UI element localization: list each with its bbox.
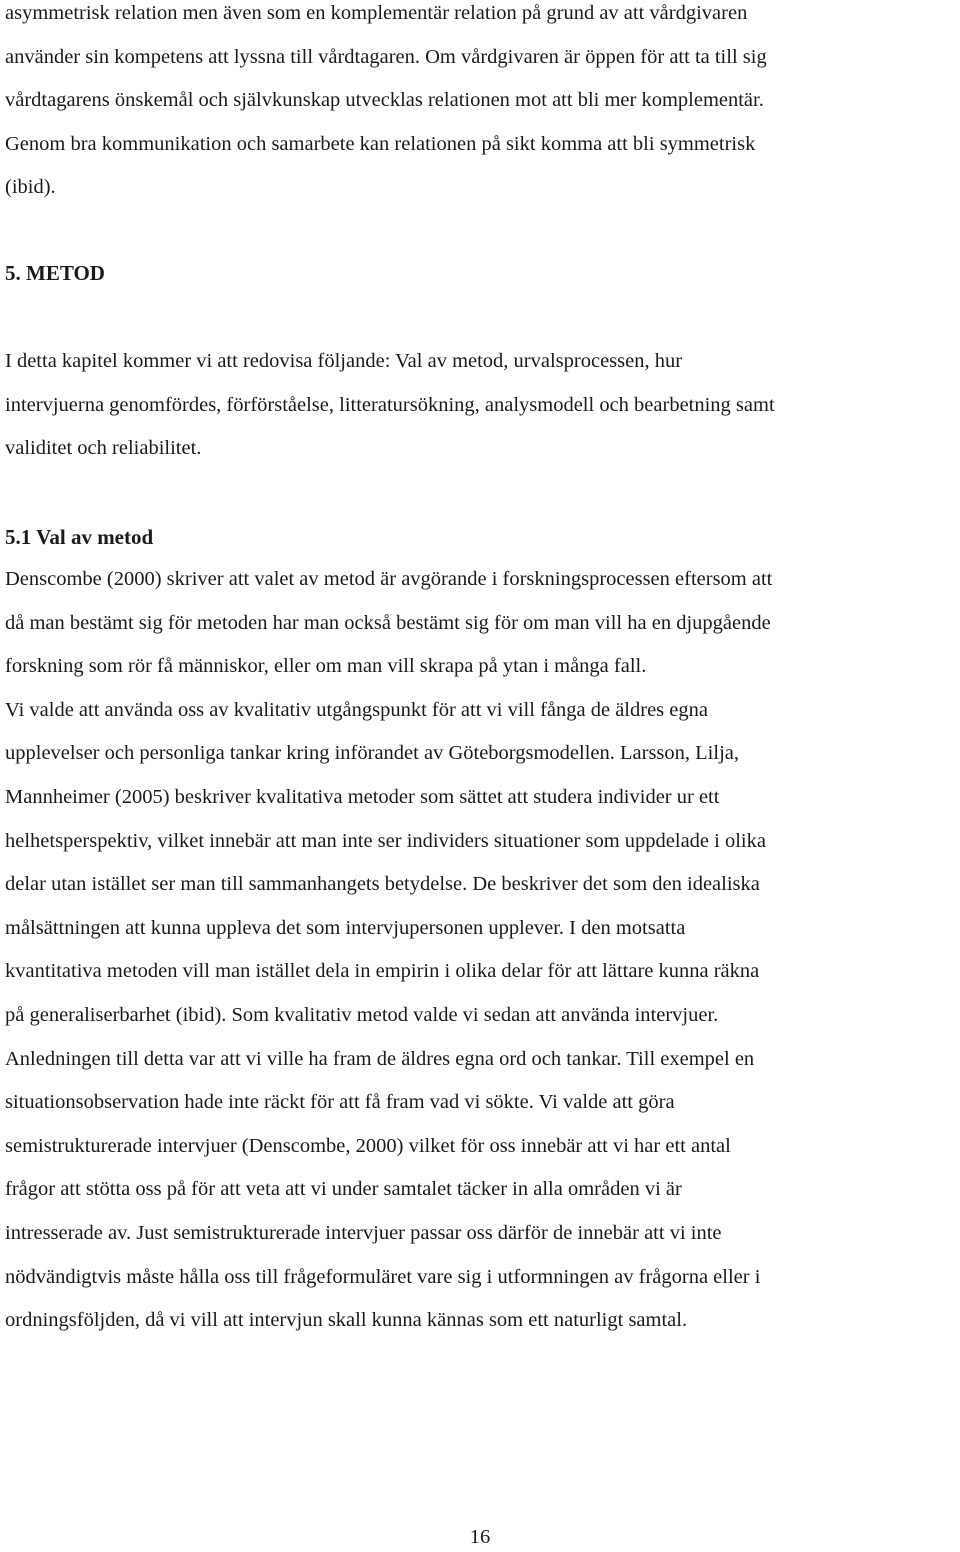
- text-line: delar utan istället ser man till sammanhangets betydelse. De beskriver det som den idealiska: [5, 873, 760, 896]
- text-line: semistrukturerade intervjuer (Denscombe, 2000) vilket för oss innebär att vi har ett antal: [5, 1134, 731, 1157]
- text-line: Mannheimer (2005) beskriver kvalitativa metoder som sättet att studera individer ur ett: [5, 785, 720, 808]
- page-number: 16: [469, 1526, 491, 1548]
- text-line: helhetsperspektiv, vilket innebär att man inte ser individers situationer som uppdelade i olika: [5, 829, 766, 852]
- text-line: intervjuerna genomfördes, förförståelse, litteratursökning, analysmodell och bearbetning samt: [5, 393, 775, 416]
- text-line: Denscombe (2000) skriver att valet av metod är avgörande i forskningsprocessen eftersom att: [5, 568, 773, 590]
- text-line: Vi valde att använda oss av kvalitativ utgångspunkt för att vi vill fånga de äldres egna: [5, 698, 708, 721]
- text-line: Anledningen till detta var att vi ville ha fram de äldres egna ord och tankar. Till exempel en: [5, 1047, 755, 1070]
- subsection-heading-val-av-metod: 5.1 Val av metod: [5, 525, 154, 549]
- paragraph-val-av-metod: [5, 558, 772, 1343]
- text-line: I detta kapitel kommer vi att redovisa följande: Val av metod, urvalsprocessen, hur: [5, 350, 683, 372]
- text-line: (ibid).: [5, 176, 56, 199]
- text-line: upplevelser och personliga tankar kring införandet av Göteborgsmodellen. Larsson, Lilja,: [5, 742, 739, 765]
- text-line: intresserade av. Just semistrukturerade intervjuer passar oss därför de innebär att vi inte: [5, 1221, 722, 1244]
- text-line: vårdtagarens önskemål och självkunskap utvecklas relationen mot att bli mer komplementär.: [5, 89, 764, 112]
- text-line: asymmetrisk relation men även som en komplementär relation på grund av att vårdgivaren: [5, 2, 748, 24]
- text-line: ordningsföljden, då vi vill att intervjun skall kunna kännas som ett naturligt samtal.: [5, 1309, 688, 1332]
- text-line: Genom bra kommunikation och samarbete kan relationen på sikt komma att bli symmetrisk: [5, 132, 756, 155]
- text-line: forskning som rör få människor, eller om man vill skrapa på ytan i många fall.: [5, 655, 647, 678]
- text-line: nödvändigtvis måste hålla oss till frågeformuläret vare sig i utformningen av frågorna eller i: [5, 1265, 761, 1288]
- text-line: frågor att stötta oss på för att veta att vi under samtalet täcker in alla områden vi är: [5, 1178, 682, 1201]
- text-line: då man bestämt sig för metoden har man också bestämt sig för om man vill ha en djupgående: [5, 611, 771, 634]
- text-line: validitet och reliabilitet.: [5, 437, 202, 460]
- text-line: på generaliserbarhet (ibid). Som kvalitativ metod valde vi sedan att använda intervjuer.: [5, 1003, 719, 1026]
- paragraph-chapter-intro: [5, 340, 775, 471]
- section-heading-metod: 5. METOD: [5, 261, 105, 285]
- text-line: kvantitativa metoden vill man istället dela in empirin i olika delar för att lättare kunna räkna: [5, 960, 760, 983]
- text-line: målsättningen att kunna uppleva det som intervjupersonen upplever. I den motsatta: [5, 916, 686, 939]
- paragraph-relation: [5, 0, 767, 210]
- text-line: situationsobservation hade inte räckt för att få fram vad vi sökte. Vi valde att göra: [5, 1091, 675, 1114]
- text-line: använder sin kompetens att lyssna till vårdtagaren. Om vårdgivaren är öppen för att ta till sig: [5, 45, 767, 68]
